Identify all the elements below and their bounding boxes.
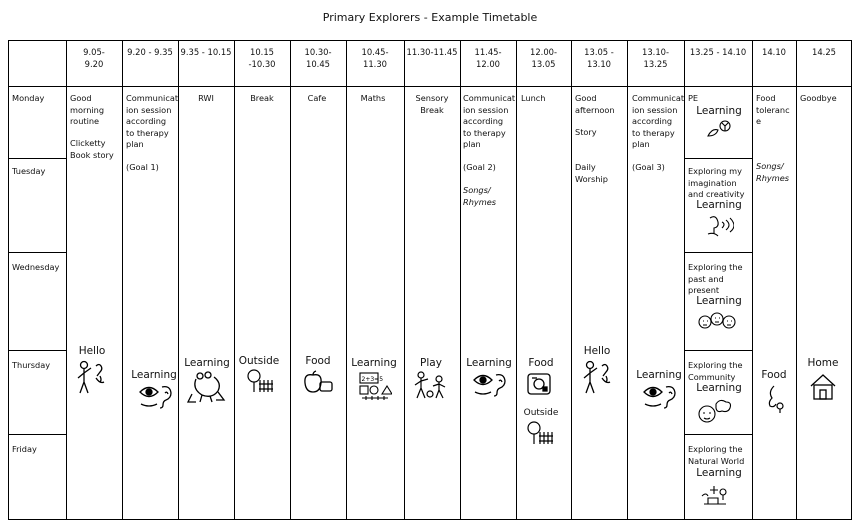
time-header: 10.15 -10.30 <box>248 47 276 69</box>
header-row-border <box>8 86 852 87</box>
food-label-1: Food <box>305 355 331 367</box>
learning-label-4: Learning <box>466 357 512 369</box>
monday-daily-worship: Daily Worship <box>575 162 608 184</box>
topic-row-border <box>684 252 752 253</box>
monday-break: Break <box>250 93 274 103</box>
tue-learning-label: Learning <box>696 199 742 211</box>
grid-column-line <box>122 40 123 520</box>
monday-clicketty-book-story: Clicketty Book story <box>70 138 114 160</box>
hello-icon <box>580 360 616 396</box>
hello-label-2: Hello <box>583 345 611 357</box>
songs-rhymes-2: Songs/ Rhymes <box>756 161 790 183</box>
outside-tree-icon <box>526 420 556 446</box>
topic-row-border <box>684 434 752 435</box>
friday-exploring-natural-world: Exploring the Natural World <box>688 444 745 466</box>
eating-icon <box>764 384 786 414</box>
day-row-border <box>8 350 66 351</box>
monday-cafe: Cafe <box>307 93 327 103</box>
monday-maths: Maths <box>360 93 386 103</box>
grid-column-line <box>627 40 628 520</box>
food-label-3: Food <box>761 369 787 381</box>
food-label-2: Food <box>528 357 554 369</box>
songs-rhymes-1: Songs/ Rhymes <box>463 185 497 207</box>
topic-row-border <box>684 350 752 351</box>
monday-sensory-break: Sensory Break <box>415 93 449 115</box>
time-header: 11.30-11.45 <box>406 47 458 57</box>
grid-top-border <box>8 40 852 41</box>
time-header: 14.10 <box>762 47 786 57</box>
pe-learning-label: Learning <box>696 105 742 117</box>
time-header: 13.05 - 13.10 <box>584 47 614 69</box>
monday-communication-session-goal1: Communicat ion session according to therapy plan <box>126 93 179 149</box>
grid-column-line <box>346 40 347 520</box>
grid-column-line <box>571 40 572 520</box>
day-label: Tuesday <box>12 166 46 176</box>
learning-label-5: Learning <box>636 369 682 381</box>
time-header: 12.00- 13.05 <box>530 47 557 69</box>
day-label: Thursday <box>12 360 51 370</box>
grid-column-line <box>234 40 235 520</box>
outside-tree-icon <box>246 368 276 394</box>
grid-column-line <box>66 40 67 520</box>
home-icon <box>808 373 838 401</box>
play-icon <box>412 370 450 402</box>
hello-icon <box>74 360 110 396</box>
grid-column-line <box>851 40 852 520</box>
svg-text:2+3=5: 2+3=5 <box>361 376 384 383</box>
time-header: 13.10- 13.25 <box>642 47 669 69</box>
past-present-faces-icon <box>698 310 736 332</box>
learning-label-1: Learning <box>131 369 177 381</box>
grid-column-line <box>8 40 9 520</box>
day-label: Monday <box>12 93 45 103</box>
monday-goodbye: Goodbye <box>800 93 837 103</box>
timetable-title: Primary Explorers - Example Timetable <box>322 11 538 24</box>
lunch-icon <box>526 372 554 398</box>
goal-3: (Goal 3) <box>632 162 665 172</box>
wednesday-exploring-past-present: Exploring the past and present <box>688 262 743 295</box>
time-header: 9.05- 9.20 <box>83 47 105 69</box>
tuesday-exploring-imagination: Exploring my imagination and creativity <box>688 166 745 199</box>
learning-eye-ear-icon <box>472 372 508 398</box>
time-header: 11.45- 12.00 <box>474 47 502 69</box>
food-apple-icon <box>303 370 333 394</box>
day-row-border <box>8 252 66 253</box>
time-header: 10.30- 10.45 <box>304 47 332 69</box>
grid-column-line <box>460 40 461 520</box>
learning-label-3: Learning <box>351 357 397 369</box>
pe-sport-icon <box>706 120 732 140</box>
hello-label-1: Hello <box>78 345 106 357</box>
goal-1: (Goal 1) <box>126 162 159 172</box>
creativity-icon <box>706 214 734 238</box>
grid-bottom-border <box>8 519 852 520</box>
learning-eye-ear-icon <box>642 384 678 410</box>
monday-story: Story <box>575 127 597 137</box>
monday-pe: PE <box>688 93 699 103</box>
home-label: Home <box>807 357 839 369</box>
day-row-border <box>8 434 66 435</box>
goal-2: (Goal 2) <box>463 162 496 172</box>
time-header: 9.35 - 10.15 <box>180 47 232 57</box>
thu-learning-label: Learning <box>696 382 742 394</box>
monday-good-morning-routine: Good morning routine <box>70 93 105 126</box>
learning-eye-ear-icon <box>138 384 174 410</box>
day-label: Friday <box>12 444 37 454</box>
timetable-grid <box>8 40 852 520</box>
outside-label-1: Outside <box>238 355 280 367</box>
maths-icon <box>358 371 392 401</box>
day-label: Wednesday <box>12 262 60 272</box>
thursday-exploring-community: Exploring the Community <box>688 360 743 382</box>
community-icon <box>698 398 732 426</box>
time-header: 10.45- 11.30 <box>361 47 389 69</box>
natural-world-icon <box>700 482 730 506</box>
monday-rwi: RWI <box>198 93 214 103</box>
grid-column-line <box>752 40 753 520</box>
monday-communication-session-goal3: Communicat ion session according to therapy plan <box>632 93 685 149</box>
learning-label-2: Learning <box>184 357 230 369</box>
wed-learning-label: Learning <box>696 295 742 307</box>
monday-good-afternoon: Good afternoon <box>575 93 615 115</box>
frog-icon <box>186 370 226 404</box>
play-label: Play <box>420 357 442 369</box>
monday-communication-session-goal2: Communicat ion session according to therapy plan <box>463 93 516 149</box>
monday-food-tolerance: Food toleranc e <box>756 93 790 126</box>
time-header: 14.25 <box>812 47 836 57</box>
outside-label-2: Outside <box>523 408 559 418</box>
fri-learning-label: Learning <box>696 467 742 479</box>
grid-column-line <box>290 40 291 520</box>
monday-lunch: Lunch <box>521 93 546 103</box>
topic-row-border <box>684 158 752 159</box>
time-header: 13.25 - 14.10 <box>689 47 747 57</box>
time-header: 9.20 - 9.35 <box>127 47 173 57</box>
day-row-border <box>8 158 66 159</box>
